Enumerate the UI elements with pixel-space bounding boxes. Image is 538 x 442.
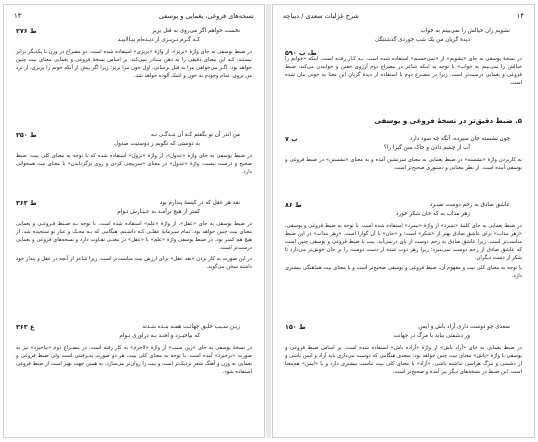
verse-line: نقد هر عقل که در کیسهٔ پندارم بود — [159, 200, 240, 206]
entry-number: ۳۶۳ ع — [16, 323, 35, 331]
book-gutter — [266, 4, 271, 438]
verse — [16, 199, 252, 217]
commentary-paragraph: در ضبط یوسفی به جای واژهٔ «عدول»، از واژهٔ «نزول» استفاده شده که با توجه به معنای کلی بیت، ضبط صحیح و درست نیست. واژهٔ «عدول» در معنای «سرپیچی کردن و روی برگرداندن» با معنای بیت همخوانی دارد. — [16, 153, 252, 175]
verse-line: چون نشسته جان سیرده، آنگه چه سود دارد — [409, 136, 510, 142]
commentary-paragraph: با توجه به معنای کلی بیت و مفهوم آن، ضبط فروغی و یوسفی صحیح‌تر است و با معنای بیت هماهنگی بیشتری دارد. — [285, 265, 522, 279]
entry-number: ۵۹۰ ط، ب — [285, 49, 317, 57]
top-verse — [285, 27, 522, 45]
verse — [16, 131, 252, 149]
verse — [16, 27, 252, 45]
commentary-paragraph: در ضبط یغمایی به جای «آزاد باش» از واژهٔ «آزاده باش» استفاده شده است. بر اساس ضبط فروغی و یوسفی با واژهٔ «باش» معنای بیت چنین خواهد بود: سعدی هنگامی که دوست می‌داری باید آزاد و ایمن باشی و از دشمنی و مرگ هراسی نداشته باشی. «آزاد» با معنای کلی بیت تناسب بیشتری دارد و با «ایمن» هم‌معنا است. این ضبط در نسخه‌های دیگر نیز آمده و صحیح‌تر است. — [285, 345, 522, 375]
verse-line: نشویم زان خیالش را نمی‌بینم به خواب — [420, 28, 510, 34]
verse-line: آب از چشم دادن و خاک سن گیرا را؟ — [383, 145, 470, 151]
entry-363-ayn — [16, 323, 252, 376]
commentary-paragraph: در ضبط یغمایی به جای کلمهٔ «نمیرد» از واژهٔ «نیمرد» استفاده شده است. با توجه به ضبط فروغی و یوسفی، «زهر مذاب» برای عاشق صادق بهتر از «شکر» است؛ و «جان» با آن گوارا است. «زهر مذاب» در این ضبط مناسب‌تر است. زیرا عاشق صادق به زخم دوست از پای درنمی‌آید. بیت با ضبط فروغی و یوسفی چنین است که عاشق صادق از زخم دوست نمی‌میرد؛ زیرا زهر ذوب شده از دست دوست را بر جان خوش‌تر می‌دارد تا شکر از دست دیگران. — [285, 223, 522, 261]
verse — [285, 323, 522, 341]
verse-line: من اندر آن تو بگفتم کـه آن بنـدگـی نـه — [150, 132, 240, 138]
verse-line: که بپاخیـزد و افتـد بـه دراوری تـوام — [119, 333, 200, 339]
verse-line: زهر مذاب به که جان شکر خورد — [395, 211, 470, 217]
entry-86 — [285, 201, 522, 280]
verse — [285, 135, 522, 153]
verse — [285, 27, 522, 45]
commentary-paragraph: در این صورت به کار بردن «نقد عقل» برای ارزش بیت مناسب‌تر است، زیرا شاعر از آنچه در عقل و پندار خود داشته سخن می‌گوید. — [16, 256, 252, 270]
verse-line: زیـن سـبب خلـق جهانـت همـه بنـده شـدند — [142, 324, 240, 330]
entry-number: ۸۶ ط — [285, 201, 302, 209]
entry-276 — [16, 27, 252, 80]
commentary-paragraph: در نسخهٔ یوسفی به جای «زین سبب» از واژهٔ «لاجرم» به کار رفته است. در مصـراع دوم «بپاخیزد» نیز به صورت «برخیزد» آمده است. با توجه به معنای کلی بیت، هر دو صورت پذیرفتنی است ولی ضبط فروغی و یغمایی به وزن و آهنگ شعر نزدیک‌تر است و بیت را روان‌تر می‌سازد. به همین جهت بهتر است از ضبط فروغی استفاده شود. — [16, 345, 252, 375]
verse-line: دیدهٔ گریان من یک شب خوردی گذشتنگی — [374, 37, 470, 43]
verse-line: ور دشمنی بیابد با مرگ در جهانت — [393, 333, 470, 339]
section-heading-block — [285, 117, 522, 125]
verse-line: کـه گـرم نـریـزی از دیـده‌ام بیـالاییـد — [117, 37, 200, 43]
commentary-paragraph: در ضبط یوسفی به جای واژهٔ «بریز»، از واژهٔ «بریزی» استفاده شده است. دو مصراع در وزن با یکدیگر برابر نیستند. کـه این معنای دقیقی را به ذهن متبادر نمی‌کند. بر اساس نسخهٔ فروغی و یغمایی معنای بیت چنین خواهد بود: اگـر می‌خواهی مرا به قتل برسانی، اول خون مرا بریز؛ زیرا اگر پیش از آنکه خونم را بریزی، از نزد من بروی، تمام وجودم به خون و اشک آلوده خواهد شد. — [16, 49, 252, 79]
right-page — [272, 4, 535, 438]
verse — [285, 201, 522, 219]
section-heading: ۵. ضبط دقیق‌تر در نسخهٔ فروغی و یوسفی — [374, 117, 522, 125]
entry-350 — [16, 131, 252, 176]
entry-590 — [285, 49, 522, 87]
entry-number: ۷ ب — [285, 135, 298, 143]
verse-line: نخست خواهم اگر می‌روی به قتل بریز — [151, 28, 240, 34]
entry-150 — [285, 323, 522, 376]
left-page — [3, 4, 265, 438]
commentary-paragraph: در ضبط یوسفی به جای «عقل»، از واژهٔ «علم» استفاده شده است. با توجه بـه ضـبط فـروغـی و یغمایی معنای بیت چنین خواهد بود: تمام سـرمایهٔ عقلـی کـه داشـتم، هنگامی که بـه محـک و عیار تو سنجیده شد، از هیچ هم کمتر بود. در ضبط یوسفی واژهٔ «علم» با «عقل» در معنـی تفـاوت دارد و نسخه‌های فروغی و یغمایی درست‌تر است. — [16, 221, 252, 251]
verse — [16, 323, 252, 341]
right-running-title: شرح غزلیات سعدی / دیباچه — [283, 12, 359, 20]
right-page-number: ۱۴ — [516, 12, 524, 20]
commentary-paragraph: در نسخهٔ یوسفی به جای «نشویم» از «نمی‌خسبم» استفاده شده است. بـه کـار رفتـه است. اینکه «خوابم را خیالش را نمی‌بینم به خواب» با توجه به اینکه شاعر در مصراع دوم آرزوی خفتن و خوابیدن می‌کند، ضبط فروغی و یغمایی درست‌تر است. زیرا در مصـرع دوم با استفاده از دیدهٔ گریان این معنا به خوبی بیان شده است. — [285, 56, 522, 86]
verse-line: به دوستی که نگویم ز دوستیت صدول — [114, 141, 200, 147]
left-page-number: ۱۳ — [14, 12, 22, 20]
verse-line: عاشق صادق به زخم دوست نمیـرد — [429, 202, 510, 208]
entry-number: ۱۵۰ ط — [285, 323, 306, 331]
verse-line: سعدی چو دوست داری آزاد باش و ایمن — [418, 324, 510, 330]
entry-number: ۳۶۳ ط — [16, 199, 37, 207]
entry-number: ۳۵۰ ط — [16, 131, 37, 139]
left-running-title: نسخه‌های فروغی، یغمایی و یوسفی — [158, 12, 254, 20]
left-page-header — [14, 11, 254, 21]
verse-line: کمتر از هیچ برآمـد به عـیـارش تـوام — [117, 209, 200, 215]
entry-7 — [285, 135, 522, 172]
entry-363 — [16, 199, 252, 271]
commentary-paragraph: به کاربردن واژهٔ «نشسته» در ضبط یغمایی به معنای سرنشین آمده و به معنای «نشستن» در ضبط فروغی و یوسفی آمده است. از نظر معنایی و دستوری صحیح‌تر است. — [285, 157, 522, 171]
entry-number: ۲۷۶ ط — [16, 27, 37, 35]
right-page-header — [283, 11, 524, 21]
